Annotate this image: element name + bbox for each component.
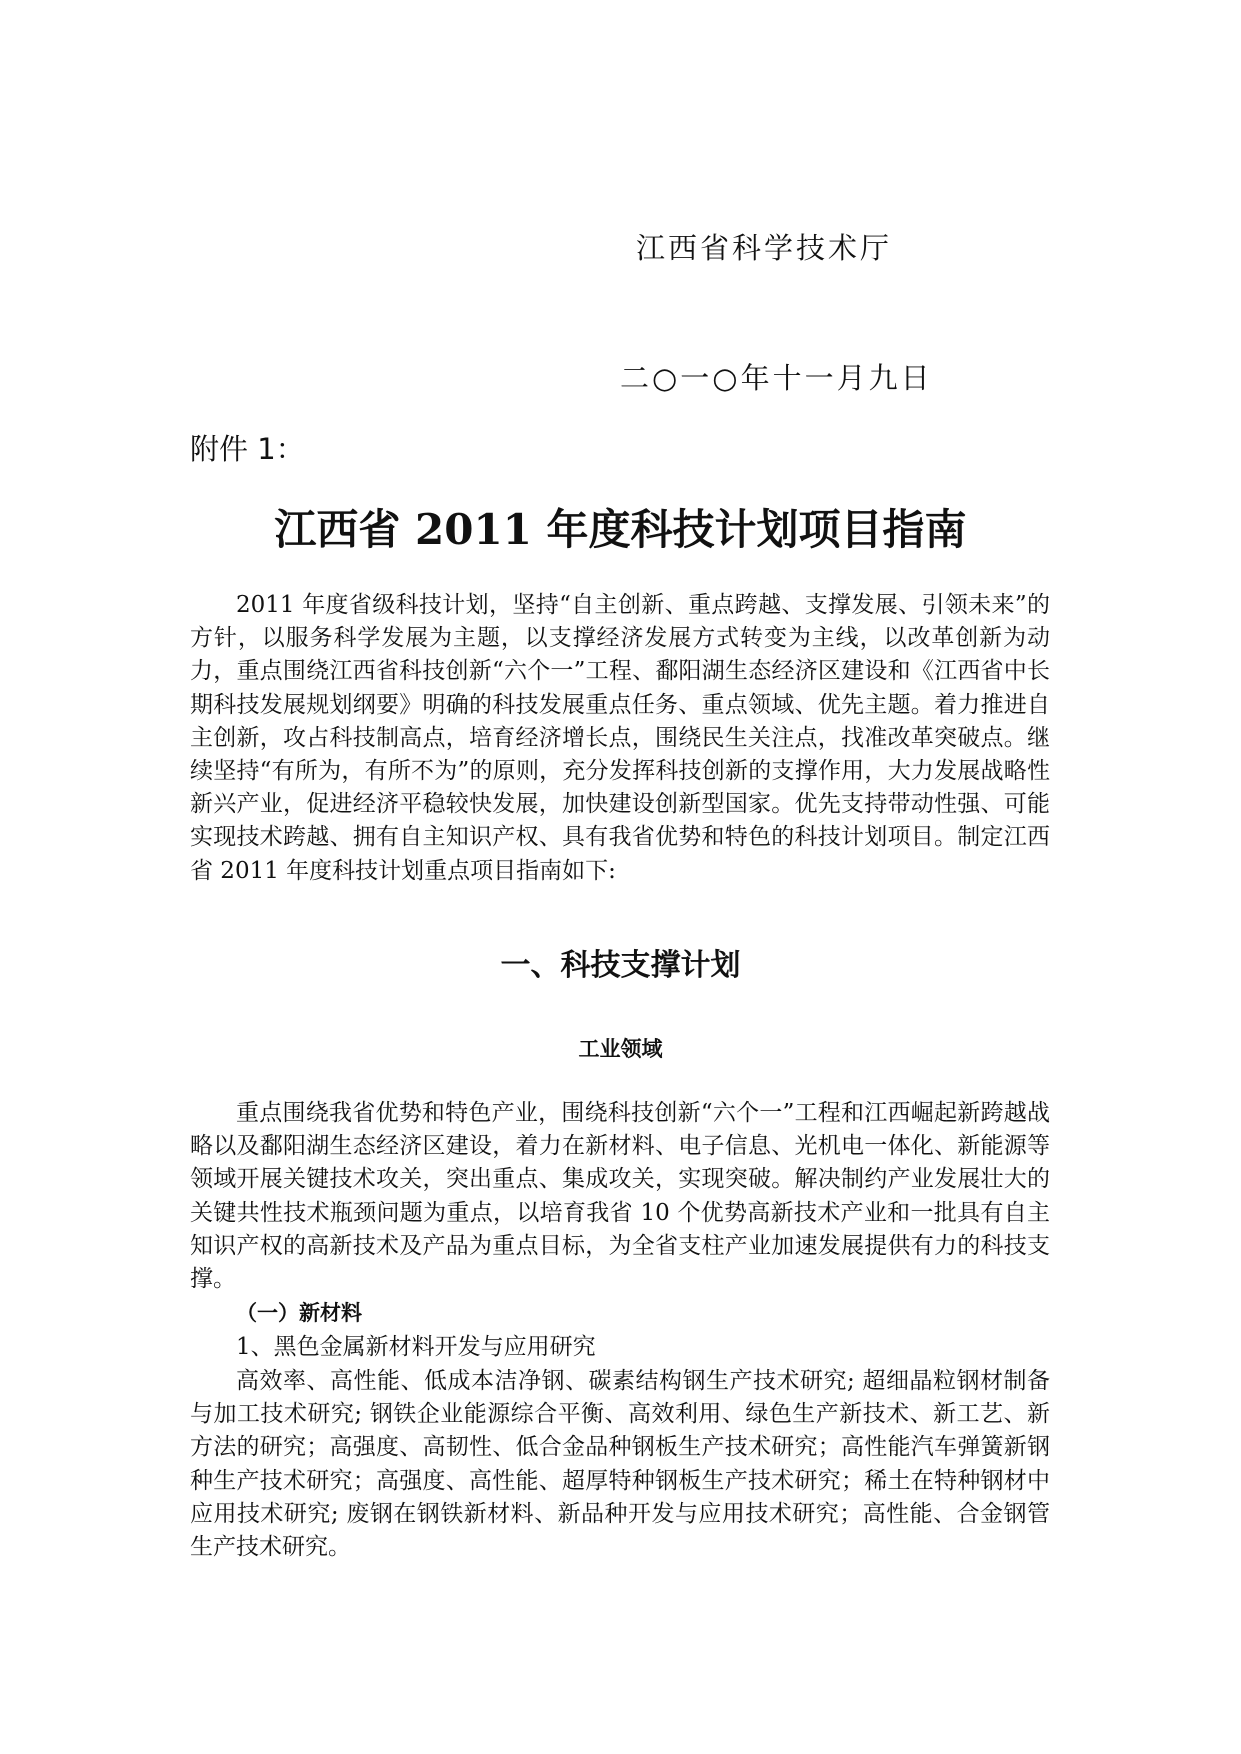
document-title: 江西省 2011 年度科技计划项目指南 — [274, 505, 967, 554]
item-paragraph: 高效率、高性能、低成本洁净钢、碳素结构钢生产技术研究; 超细晶粒钢材制备与加工技术研究; 钢铁企业能源综合平衡、高效利用、绿色生产新技术、新工艺、新方法的研究；高强度、高韧性、低合金品种钢板生产技术研究；高性能汽车弹簧新钢种生产技术研究；高强度、高性能、超厚特种钢板生产技术研究；稀土在特种钢材中应用技术研究; 废钢在钢铁新材料、新品种开发与应用技术研究；高性能、合金钢管生产技术研究。 — [190, 1368, 1050, 1561]
category-heading: （一）新材料 — [236, 1301, 362, 1325]
intro-paragraph: 2011 年度省级科技计划，坚持“自主创新、重点跨越、支撑发展、引领未来”的方针，以服务科学发展为主题，以支撑经济发展方式转变为主线，以改革创新为动力，重点围绕江西省科技创新“六个一”工程、鄱阳湖生态经济区建设和《江西省中长期科技发展规划纲要》明确的科技发展重点任务、重点领域、优先主题。着力推进自主创新，攻占科技制高点，培育经济增长点，围绕民生关注点，找准改革突破点。继续坚持“有所为，有所不为”的原则，充分发挥科技创新的支撑作用，大力发展战略性新兴产业，促进经济平稳较快发展，加快建设创新型国家。优先支持带动性强、可能实现技术跨越、拥有自主知识产权、具有我省优势和特色的科技计划项目。制定江西省 2011 年度科技计划重点项目指南如下: — [190, 592, 1050, 884]
subsection-title: 工业领域 — [578, 1037, 663, 1061]
attachment-label: 附件 1： — [190, 432, 305, 466]
section-paragraph: 重点围绕我省优势和特色产业，围绕科技创新“六个一”工程和江西崛起新跨越战略以及鄱阳湖生态经济区建设，着力在新材料、电子信息、光机电一体化、新能源等领域开展关键技术攻关，突出重点、集成攻关，实现突破。解决制约产业发展壮大的关键共性技术瓶颈问题为重点，以培育我省 10 个优势高新技术产业和一批具有自主知识产权的高新技术及产品为重点目标，为全省支柱产业加速发展提供有力的科技支撑。 — [190, 1100, 1050, 1293]
issue-date: 二○一○年十一月九日 — [620, 361, 933, 395]
section-title: 一、科技支撑计划 — [500, 948, 741, 983]
issuing-organization: 江西省科学技术厅 — [636, 231, 893, 265]
item-heading: 1、黑色金属新材料开发与应用研究 — [236, 1334, 596, 1360]
